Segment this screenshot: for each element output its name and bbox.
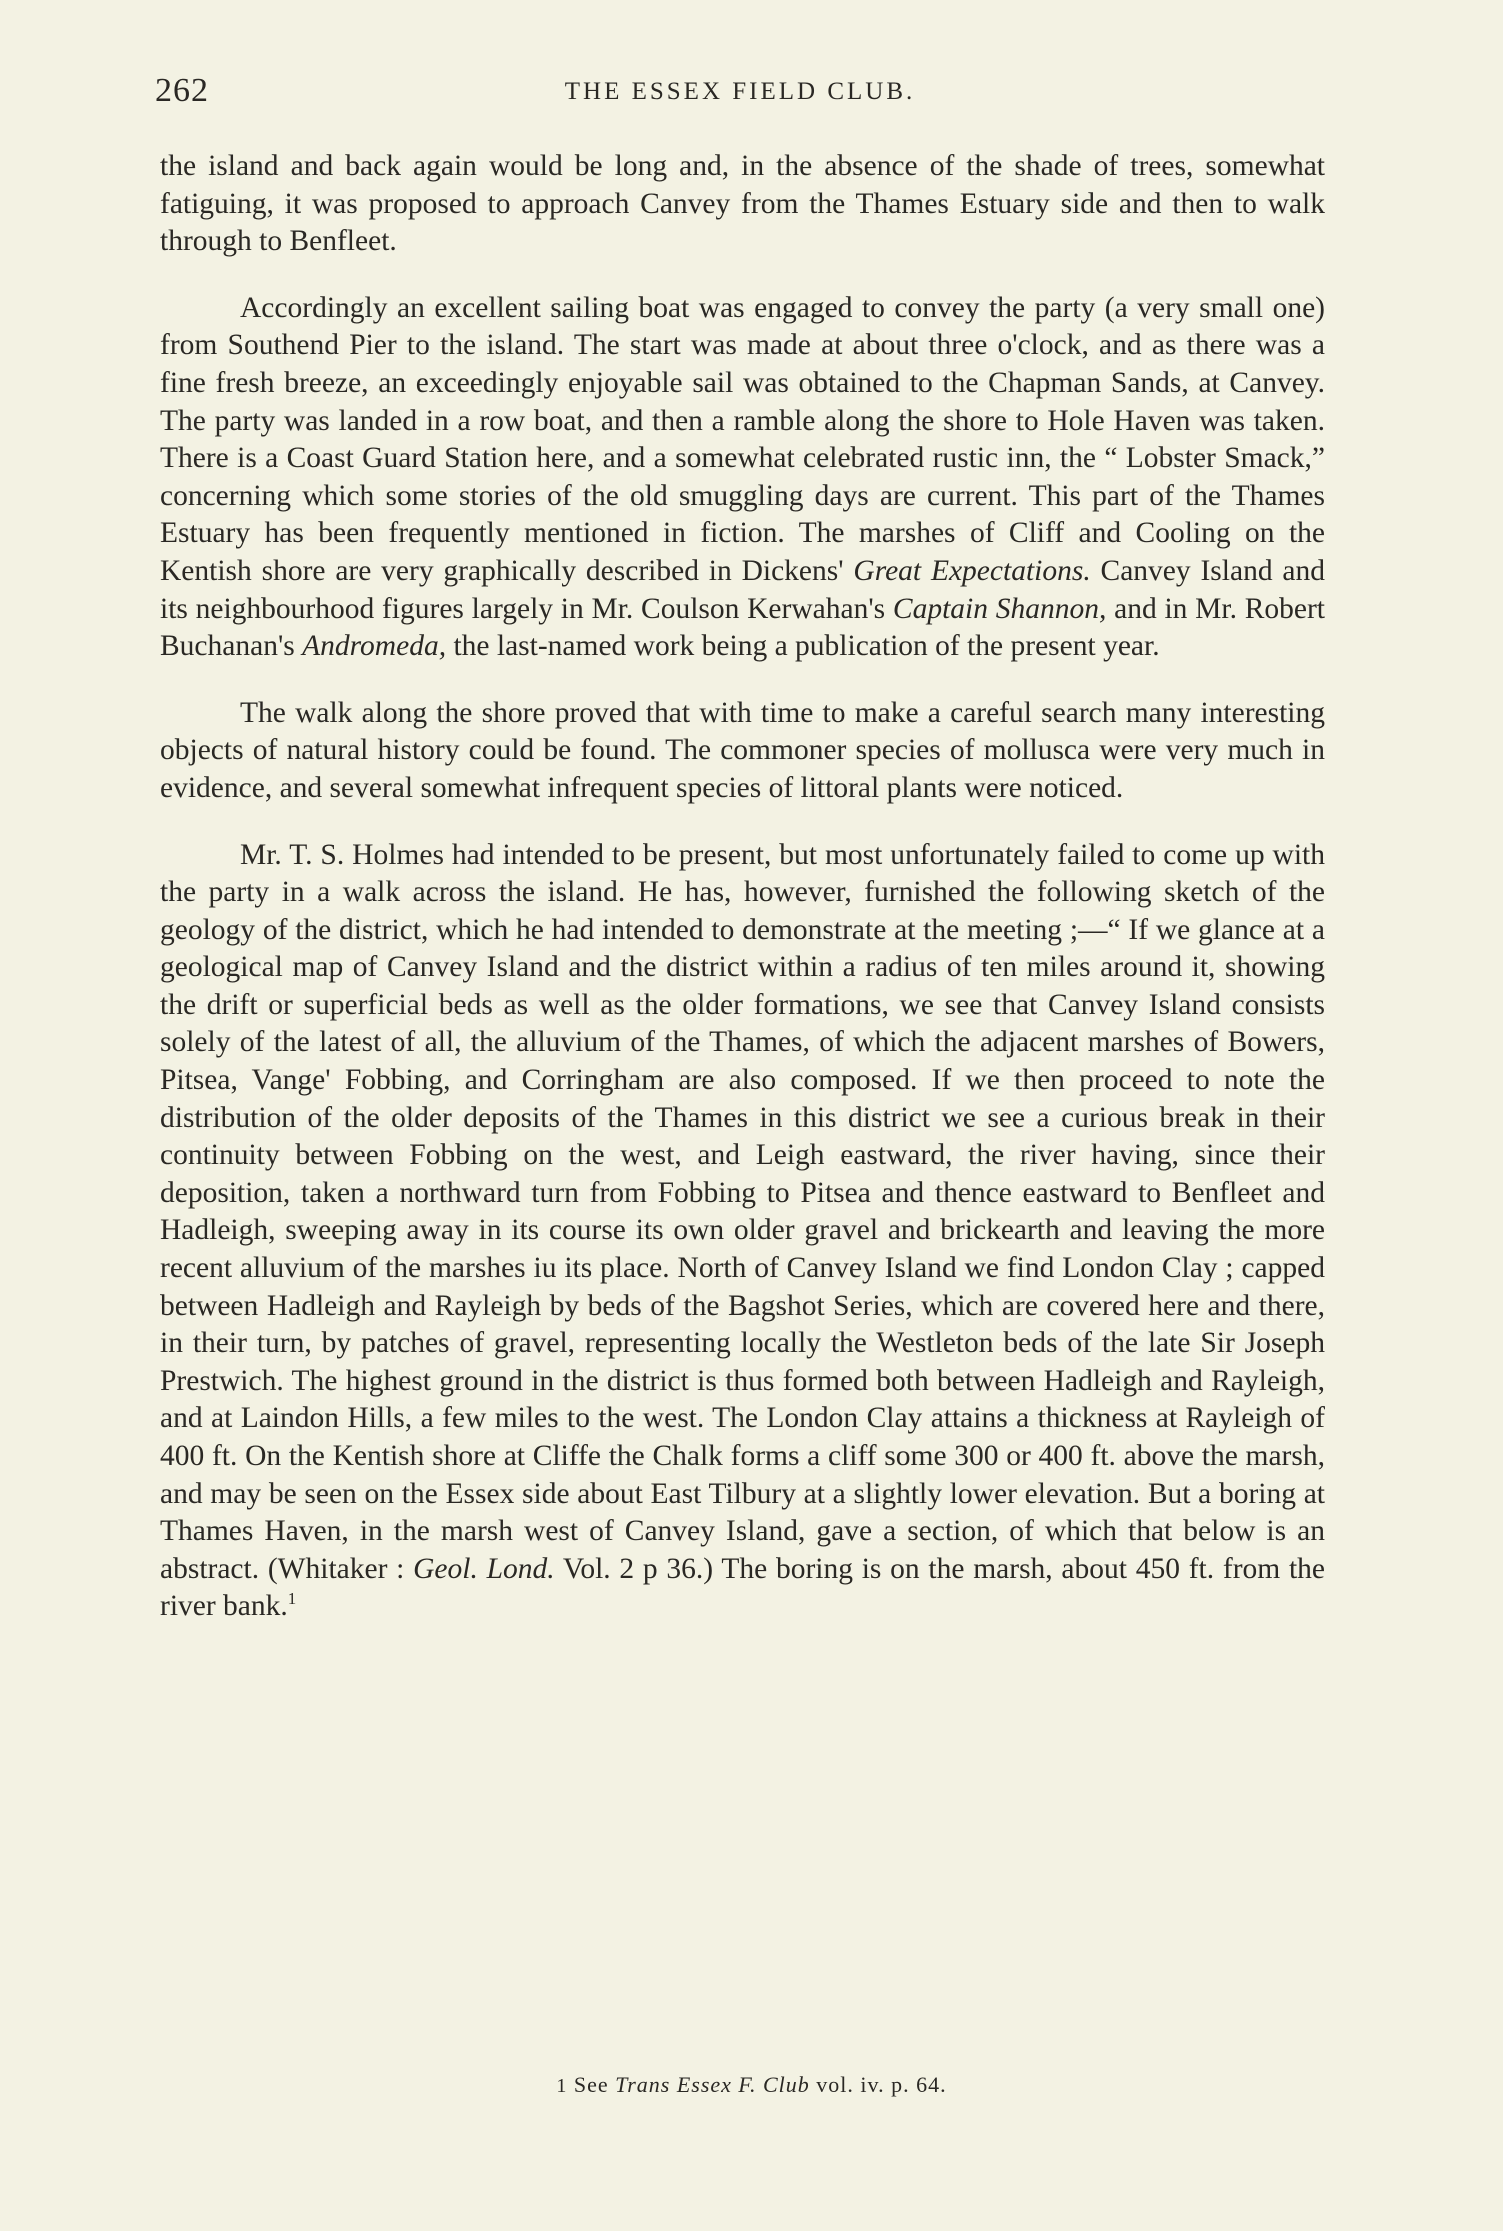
paragraph	[160, 148, 1325, 261]
italic-title: Andromeda,	[302, 630, 447, 663]
paragraph	[160, 290, 1325, 666]
italic-title: Captain Shannon,	[892, 592, 1107, 625]
page-header	[155, 72, 1325, 122]
italic-title: Great Expectations.	[853, 554, 1091, 587]
text-run: Canvey Island and its neighbourhood figures largely in Mr. Coulson Kerwahan's	[160, 554, 1325, 625]
footnote-marker: 1	[287, 1589, 297, 1609]
page-number: 262	[155, 72, 209, 109]
running-title: THE ESSEX FIELD CLUB.	[564, 78, 916, 105]
italic-title: Geol. Lond.	[413, 1552, 555, 1585]
footnote-suffix: vol. iv. p. 64.	[809, 2072, 947, 2097]
text-run: Vol. 2 p 36.) The boring is on the marsh, about 450 ft. from the river bank.	[160, 1552, 1326, 1623]
footnote-number: 1	[556, 2075, 568, 2097]
text-run: the island and back again would be long and, in the absence of the shade of trees, somewhat fatiguing, it was proposed to approach Canvey from the Thames Estuary side and then to walk through to Benfleet.	[160, 150, 1325, 258]
text-run: Accordingly an excellent sailing boat was engaged to convey the party (a very small one) from Southend Pier to the island. The start was made at about three o'clock, and as there was a fine fresh breeze, an exceedingly enjoyable sail was obtained to the Chapman Sands, at Canvey. The party was landed in a row boat, and then a ramble along the shore to Hole Haven was taken. There is a Coast Guard Station here, and a somewhat celebrated rustic inn, the “ Lobster Smack,” concerning which some stories of the old smuggling days are current. This part of the Thames Estuary has been frequently mentioned in fiction. The marshes of Cliff and Cooling on the Kentish shore are very graphically described in Dickens'	[160, 291, 1325, 587]
footnote	[0, 2072, 1503, 2098]
footnote-prefix: See	[573, 2072, 616, 2097]
text-run: Mr. T. S. Holmes had intended to be present, but most unfortunately failed to come up with the party in a walk across the island. He has, however, furnished the following sketch of the geology of the district, which he had intended to demonstrate at the meeting ;—“ If we glance at a geological map of Canvey Island and the district within a radius of ten miles around it, showing the drift or superficial beds as well as the older formations, we see that Canvey Island consists solely of the latest of all, the alluvium of the Thames, of which the adjacent marshes of Bowers, Pitsea, Vange' Fobbing, and Corringham are also composed. If we then proceed to note the distribution of the older deposits of the Thames in this district we see a curious break in their continuity between Fobbing on the west, and Leigh eastward, the river having, since their deposition, taken a northward turn from Fobbing to Pitsea and thence eastward to Benfleet and Hadleigh, sweeping away in its course its own older gravel and brickearth and leaving the more recent alluvium of the marshes iu its place. North of Canvey Island we find London Clay ; capped between Hadleigh and Rayleigh by beds of the Bagshot Series, which are covered here and there, in their turn, by patches of gravel, representing locally the Westleton beds of the late Sir Joseph Prestwich. The highest ground in the district is thus formed both between Hadleigh and Rayleigh, and at Laindon Hills, a few miles to the west. The London Clay attains a thickness at Rayleigh of 400 ft. On the Kentish shore at Cliffe the Chalk forms a cliff some 300 or 400 ft. above the marsh, and may be seen on the Essex side about East Tilbury at a slightly lower elevation. But a boring at Thames Haven, in the marsh west of Canvey Island, gave a section, of which that below is an abstract. (Whitaker :	[160, 838, 1325, 1585]
paragraph	[160, 837, 1325, 1626]
body-text	[160, 148, 1325, 1626]
text-run: the last-named work being a publication of the present year.	[446, 630, 1160, 663]
footnote-italic: Trans Essex F. Club	[615, 2072, 810, 2097]
text-run: and in Mr. Robert Buchanan's	[160, 592, 1325, 663]
text-run: The walk along the shore proved that with time to make a careful search many interesting objects of natural history could be found. The commoner species of mollusca were very much in evidence, and several somewhat infrequent species of littoral plants were noticed.	[160, 696, 1325, 804]
paragraph	[160, 695, 1325, 808]
